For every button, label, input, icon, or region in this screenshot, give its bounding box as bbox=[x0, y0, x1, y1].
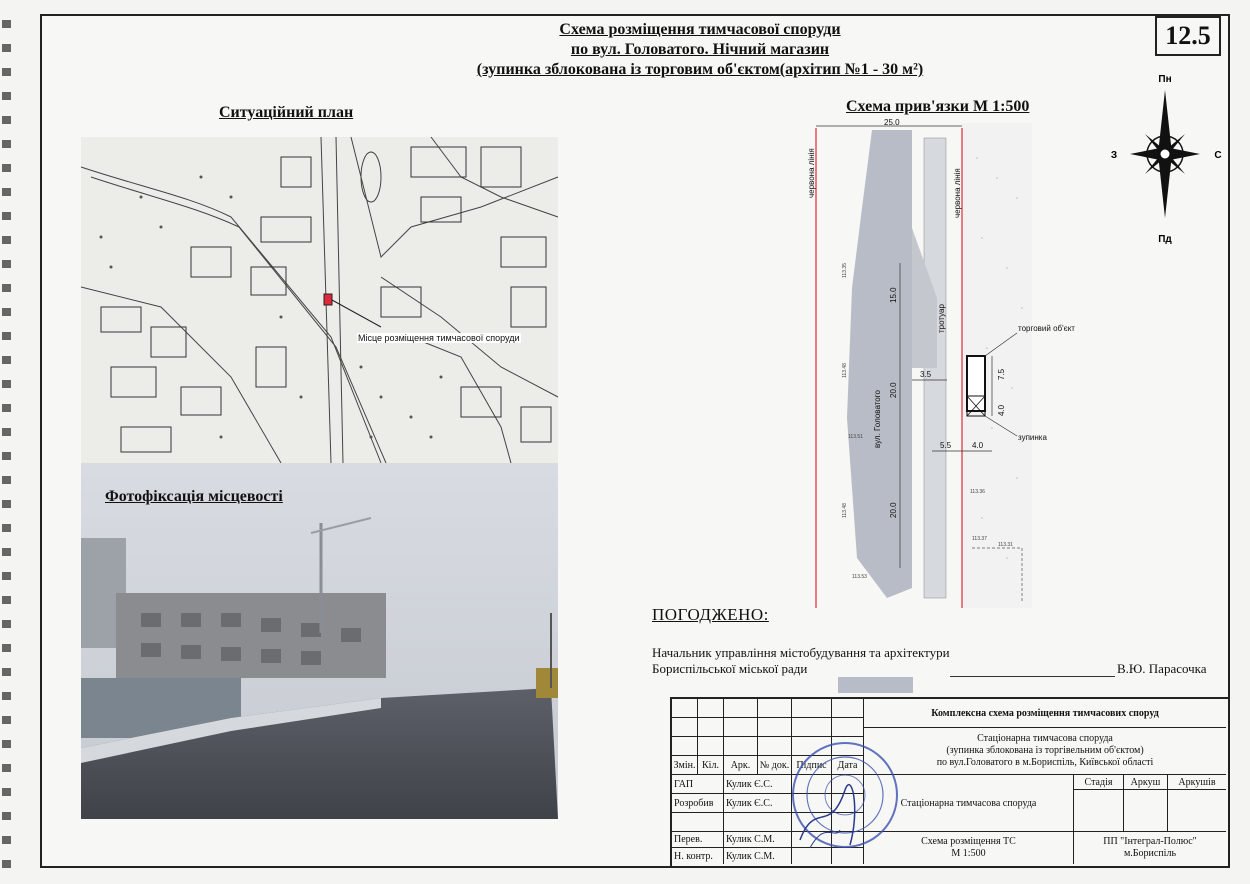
role-dev: Розробив bbox=[672, 794, 724, 813]
site-photo-graphic bbox=[81, 463, 558, 819]
name-check: Кулик С.М. bbox=[724, 832, 792, 848]
red-line-left-label: червона лінія bbox=[807, 148, 816, 198]
rev-cell bbox=[724, 737, 758, 756]
name-norm: Кулик С.М. bbox=[724, 848, 792, 864]
site-photo bbox=[81, 463, 558, 819]
compass-east: С bbox=[1214, 150, 1222, 161]
trade-object-callout: торговий об'єкт bbox=[1018, 324, 1075, 333]
rev-cell bbox=[758, 737, 792, 756]
company-line-2: м.Бориспіль bbox=[1123, 848, 1177, 859]
rev-cell bbox=[698, 718, 724, 737]
approval-line-2: Бориспільської міської ради bbox=[652, 661, 808, 676]
company-name bbox=[1074, 832, 1226, 864]
drawing-title bbox=[395, 20, 1005, 80]
situation-plan-heading: Ситуаційний план bbox=[219, 104, 354, 121]
name-gap: Кулик Є.С. bbox=[724, 775, 792, 794]
col-sheets: Аркушів bbox=[1168, 775, 1226, 790]
blank-row bbox=[672, 813, 724, 832]
stage-value bbox=[1074, 790, 1124, 832]
role-check: Перев. bbox=[672, 832, 724, 848]
object-line-3: по вул.Головатого в м.Бориспіль, Київської області bbox=[936, 757, 1154, 768]
drawing-line-2: М 1:500 bbox=[951, 848, 986, 859]
dim-20a: 20.0 bbox=[889, 382, 898, 398]
company-line-1: ПП "Інтеграл-Полюс" bbox=[1103, 836, 1197, 847]
hdr-qty: Кіл. bbox=[698, 756, 724, 775]
dim-4-0b: 4.0 bbox=[972, 441, 984, 450]
structure-name: Стаціонарна тимчасова споруда bbox=[864, 775, 1074, 832]
rev-cell bbox=[672, 699, 698, 718]
elevation-7: 113.37 bbox=[972, 536, 987, 542]
trade-object-footprint bbox=[967, 356, 985, 411]
rev-cell bbox=[792, 699, 832, 718]
site-marker bbox=[324, 294, 332, 305]
compass-west: З bbox=[1110, 150, 1118, 161]
compass-north: Пн bbox=[1158, 74, 1172, 85]
rev-cell bbox=[672, 718, 698, 737]
rev-cell bbox=[832, 699, 864, 718]
situation-plan-map bbox=[81, 137, 558, 463]
red-line-right-label: червона лінія bbox=[953, 168, 962, 218]
elevation-8: 113.31 bbox=[998, 542, 1013, 548]
signature-placeholder bbox=[838, 677, 913, 693]
hdr-change: Змін. bbox=[672, 756, 698, 775]
title-line-3: (зупинка зблокована із торговим об'єктом(архітип №1 - 30 м²) bbox=[476, 61, 924, 78]
object-description bbox=[864, 728, 1226, 775]
title-line-2: по вул. Головатого. Нічний магазин bbox=[570, 41, 830, 58]
rev-cell bbox=[698, 699, 724, 718]
round-seal bbox=[790, 740, 900, 850]
rev-cell bbox=[698, 737, 724, 756]
sign-norm bbox=[792, 848, 832, 864]
elevation-3: 113.51 bbox=[848, 434, 863, 440]
photo-heading: Фотофіксація місцевості bbox=[105, 488, 283, 505]
hdr-sheet: Арк. bbox=[724, 756, 758, 775]
approval-heading: ПОГОДЖЕНО: bbox=[652, 605, 769, 624]
project-name: Комплексна схема розміщення тимчасових споруд bbox=[864, 699, 1226, 728]
dim-4-0a: 4.0 bbox=[997, 404, 1006, 416]
dim-7-5: 7.5 bbox=[997, 368, 1006, 380]
col-stage: Стадія bbox=[1074, 775, 1124, 790]
dim-20b: 20.0 bbox=[889, 502, 898, 518]
hdr-date: Дата bbox=[832, 756, 864, 775]
rev-cell bbox=[724, 699, 758, 718]
scheme-width-dim: 25.0 bbox=[884, 118, 900, 127]
object-line-1: Стаціонарна тимчасова споруда bbox=[977, 733, 1113, 744]
sheet-number: 12.5 bbox=[1155, 16, 1221, 56]
sheets-value bbox=[1168, 790, 1226, 832]
dim-3-5: 3.5 bbox=[920, 370, 932, 379]
object-line-2: (зупинка зблокована із торгівельним об'єктом) bbox=[946, 745, 1144, 756]
rev-cell bbox=[672, 737, 698, 756]
street-label: вул. Головатого bbox=[873, 390, 882, 448]
approval-signer: В.Ю. Парасочка bbox=[1117, 661, 1207, 676]
elevation-6: 113.36 bbox=[970, 489, 985, 495]
approval-line-1: Начальник управління містобудування та архітектури bbox=[652, 645, 950, 660]
sheet-value bbox=[1124, 790, 1168, 832]
title-block bbox=[670, 697, 1230, 868]
binding-scheme-heading: Схема прив'язки М 1:500 bbox=[846, 98, 1030, 115]
dim-5-5: 5.5 bbox=[940, 441, 952, 450]
hdr-sign: Підпис bbox=[792, 756, 832, 775]
blank-row bbox=[724, 813, 792, 832]
rev-cell bbox=[758, 699, 792, 718]
role-norm: Н. контр. bbox=[672, 848, 724, 864]
title-line-1: Схема розміщення тимчасової споруди bbox=[559, 21, 841, 38]
elevation-4: 113.48 bbox=[842, 503, 848, 518]
hdr-doc: № док. bbox=[758, 756, 792, 775]
rev-cell bbox=[724, 718, 758, 737]
binding-scheme-drawing bbox=[807, 118, 1075, 608]
binder-spiral bbox=[0, 0, 16, 884]
name-dev: Кулик Є.С. bbox=[724, 794, 792, 813]
compass-icon bbox=[1100, 70, 1230, 250]
date-norm bbox=[832, 848, 864, 864]
rev-cell bbox=[832, 718, 864, 737]
topographic-map-graphic bbox=[81, 137, 558, 463]
bus-stop-callout: зупинка bbox=[1018, 433, 1047, 442]
rev-cell bbox=[792, 718, 832, 737]
role-gap: ГАП bbox=[672, 775, 724, 794]
approval-text bbox=[652, 645, 950, 677]
sidewalk-label: тротуар bbox=[937, 304, 946, 333]
elevation-5: 113.53 bbox=[852, 574, 867, 580]
rev-cell bbox=[758, 718, 792, 737]
site-place-label: Місце розміщення тимчасової споруди bbox=[358, 333, 520, 343]
elevation-2: 113.48 bbox=[842, 363, 848, 378]
signature-line bbox=[950, 676, 1115, 677]
drawing-line-1: Схема розміщення ТС bbox=[921, 836, 1016, 847]
col-sheet: Аркуш bbox=[1124, 775, 1168, 790]
compass-south: Пд bbox=[1158, 234, 1172, 245]
dim-15: 15.0 bbox=[889, 287, 898, 303]
elevation-1: 113.35 bbox=[842, 263, 848, 278]
